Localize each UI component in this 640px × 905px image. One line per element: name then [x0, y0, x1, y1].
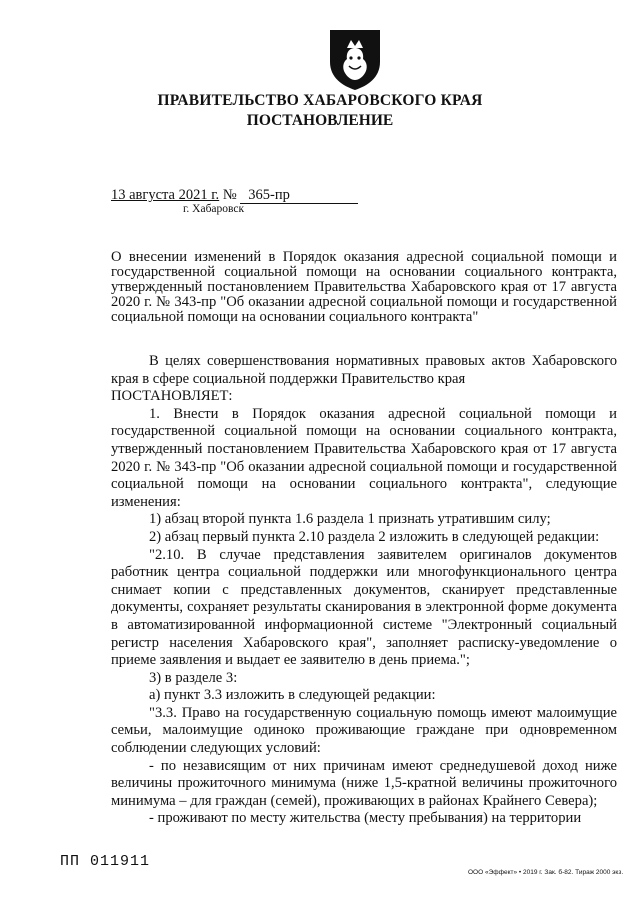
body-paragraph-6: а) пункт 3.3 изложить в следующей редакции:	[149, 687, 436, 704]
government-title: ПРАВИТЕЛЬСТВО ХАБАРОВСКОГО КРАЯ	[157, 92, 483, 109]
body-paragraph-4: "2.10. В случае представления заявителем оригиналов документов работник центра социальной поддержки или многофункционального центра снимает копии с представленных документов, сканирует представленные документы, сохраняет результаты сканирования в электронной форме документа в автоматизированной информационной системе "Электронный социальный регистр населения Хабаровского края", заполняет расписку-уведомление о приеме заявления и выдает ее заявителю в день приема.";	[111, 546, 617, 669]
printer-imprint: ООО «Эффект» • 2019 г. Зак. б-82. Тираж 2000 экз.	[468, 869, 624, 876]
document-subject	[111, 250, 617, 325]
body-paragraph-2: 1) абзац второй пункта 1.6 раздела 1 признать утратившим силу;	[149, 511, 551, 528]
body-paragraph-7: "3.3. Право на государственную социальную помощь имеют малоимущие семьи, малоимущие одиноко проживающие граждане при одновременном соблюдении следующих условий:	[111, 704, 617, 757]
body-intro: В целях совершенствования нормативных правовых актов Хабаровского края в сфере социальной поддержки Правительство края	[111, 353, 617, 387]
number-label: №	[222, 187, 237, 203]
date-number-line	[111, 187, 358, 204]
body-paragraph-9: - проживают по месту жительства (месту пребывания) на территории	[149, 810, 582, 827]
document-kind: ПОСТАНОВЛЕНИЕ	[246, 112, 394, 129]
body-paragraph-1: 1. Внести в Порядок оказания адресной социальной помощи и государственной социальной помощи на основании социального контракта, утвержденный постановлением Правительства Хабаровского края от 17 августа 2020 г. № 343-пр "Об оказании адресной социальной помощи и государственной социальной помощи на основании социального контракта", следующие изменения:	[111, 405, 617, 510]
khabarovsk-coat-of-arms-icon	[327, 28, 383, 92]
document-date: 13 августа 2021 г.	[111, 187, 220, 203]
subject-text: О внесении изменений в Порядок оказания адресной социальной помощи и государственной социальной помощи на основании социального контракта, утвержденный постановлением Правительства Хабаровского края от 17 августа 2020 г. № 343-пр "Об оказании адресной социальной помощи и государственной социальной помощи на основании социального контракта"	[111, 249, 617, 325]
document-body	[111, 353, 617, 828]
body-paragraph-3: 2) абзац первый пункта 2.10 раздела 2 изложить в следующей редакции:	[149, 528, 600, 545]
city: г. Хабаровск	[183, 203, 245, 215]
document-number: 365-пр	[240, 188, 358, 204]
form-serial-number: ПП 011911	[60, 853, 151, 870]
body-paragraph-5: 3) в разделе 3:	[149, 669, 238, 686]
body-resolves: ПОСТАНОВЛЯЕТ:	[111, 388, 233, 405]
body-paragraph-8: - по независящим от них причинам имеют среднедушевой доход ниже величины прожиточного минимума (ниже 1,5-кратной величины прожиточного минимума – для граждан (семей), проживающих в районах Крайнего Севера);	[111, 757, 617, 809]
